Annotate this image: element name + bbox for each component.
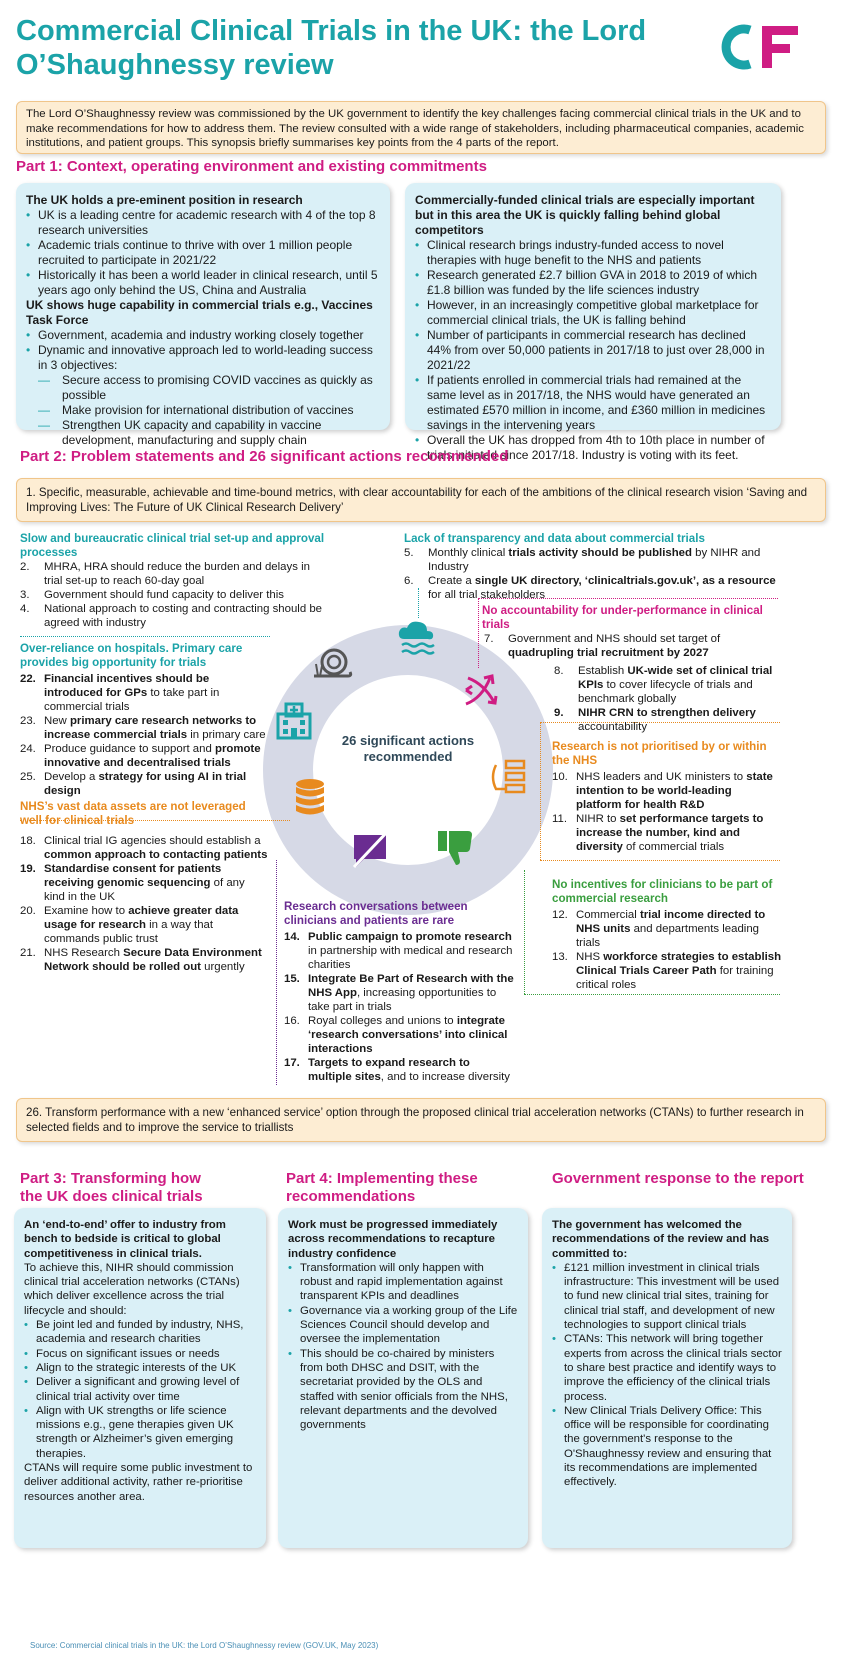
list-item: • Governance via a working group of the Life Sciences Council should develop and oversee the implementation <box>288 1304 518 1347</box>
list-item: 22. Financial incentives should be introduced for GPs to take part in commercial trials <box>20 673 220 713</box>
action1-box: 1. Specific, measurable, achievable and time-bound metrics, with clear accountability for each of the ambitions of the clinical research vision ‘Saving and Improving Lives: The Future of UK Clinical Research Delivery’ <box>16 478 826 522</box>
source-note: Source: Commercial clinical trials in the UK: the Lord O’Shaughnessy review (GOV.UK, May 2023) <box>30 1641 379 1650</box>
list-item: 6. Create a single UK directory, ‘clinicaltrials.gov.uk’, as a resource for all trial stakeholders <box>404 575 776 601</box>
part1-right-heading: Commercially-funded clinical trials are especially important but in this area the UK is quickly falling behind global competitors <box>415 193 755 237</box>
list-item: • Research generated £2.7 billion GVA in 2018 to 2019 of which £1.8 billion was funded by the life sciences industry <box>415 268 771 298</box>
connector-line <box>540 722 541 860</box>
thumbs-down-icon <box>434 825 478 869</box>
list-item: 8. Establish UK-wide set of clinical trial KPIs to cover lifecycle of trials and benchmark globally <box>554 665 773 705</box>
connector-line <box>478 598 479 668</box>
list-item: • Government, academia and industry working closely together <box>26 328 380 343</box>
response-card: The government has welcomed the recommendations of the review and has committed to: • £121 million investment in clinical trials infrastructure: This investment will be used to fund new clinical trial sites, training for clinical trial staff, and development of new technologies to support clinical trials • CTANs: This network will bring together experts from across the clinical trials sector to share best practice and identify ways to improve the efficiency of the clinical trials process. • New Clinical Trials Delivery Office: This office will be responsible for coordinating the government's response to the O'Shaughnessy review and ensuring that its recommendations are implemented effectively. <box>542 1208 792 1548</box>
list-item: • Number of participants in commercial research has declined 44% from over 50,000 patients in 2017/18 to just over 28,000 in 2021/22 <box>415 328 771 373</box>
chat-muted-icon <box>348 827 392 871</box>
list-item: 2. MHRA, HRA should reduce the burden and delays in trial set-up to reach 60-day goal <box>20 561 310 587</box>
list-item: • Historically it has been a world leader in clinical research, until 5 years ago only behind the US, China and Australia <box>26 268 380 298</box>
accountability-section: No accountability for under-performance in clinical trials 7. Government and NHS should set target of quadrupling trial recruitment by 2027 8. Establish UK-wide set of clinical trial KPIs to cover lifecycle of trials and benchmark globally 9. NIHR CRN to strengthen delivery accountability <box>482 604 782 734</box>
part1-left-card <box>16 183 390 447</box>
list-item: 16. Royal colleges and unions to integrate ‘research conversations’ into clinical interactions <box>284 1015 508 1055</box>
list-item: 20. Examine how to achieve greater data usage for research in a way that commands public trust <box>20 905 239 945</box>
flowchart-icon <box>486 755 530 799</box>
cloud-rain-icon <box>394 615 438 659</box>
conversations-section: Research conversations between clinicians and patients are rare 14. Public campaign to promote research in partnership with medical and research charities 15. Integrate Be Part of Research with the NHS App, increasing opportunities to take part in trials 16. Royal colleges and unions to integrate ‘research conversations’ into clinical interactions 17. Targets to expand research to multiple sites, and to increase diversity <box>284 900 516 1084</box>
incentives-section: No incentives for clinicians to be part of commercial research 12. Commercial trial income directed to NHS units and departments leading trials 13. NHS workforce strategies to establish Clinical Trials Career Path for training critical roles <box>552 878 784 992</box>
list-item: 9. NIHR CRN to strengthen delivery accountability <box>554 707 756 733</box>
list-item: 4. National approach to costing and contracting should be agreed with industry <box>20 603 322 629</box>
list-item: — Strengthen UK capacity and capability in vaccine development, manufacturing and supply chain <box>38 418 380 448</box>
list-item: 15. Integrate Be Part of Research with the NHS App, increasing opportunities to take part in trials <box>284 973 514 1013</box>
list-item: • Transformation will only happen with robust and rapid implementation against transparent KPIs and deadlines <box>288 1261 518 1304</box>
response-heading: Government response to the report <box>552 1170 804 1187</box>
part1-left-heading1: The UK holds a pre-eminent position in research <box>26 193 303 207</box>
list-item: — Secure access to promising COVID vaccines as quickly as possible <box>38 373 380 403</box>
list-item: • £121 million investment in clinical trials infrastructure: This investment will be used to fund new clinical trial sites, training for clinical trial staff, and development of new technologies to support clinical trials <box>552 1261 782 1332</box>
connector-line <box>524 994 780 995</box>
list-item: • Align to the strategic interests of the UK <box>24 1361 256 1375</box>
prioritised-section: Research is not prioritised by or within the NHS 10. NHS leaders and UK ministers to state intention to be world-leading platform for health R&D 11. NIHR to set performance targets to increase the number, kind and diversity of commercial trials <box>552 740 780 854</box>
list-item: • However, in an increasingly competitive global marketplace for commercial clinical trials, the UK is falling behind <box>415 298 771 328</box>
list-item: 17. Targets to expand research to multiple sites, and to increase diversity <box>284 1057 510 1083</box>
list-item: • UK is a leading centre for academic research with 4 of the top 8 research universities <box>26 208 380 238</box>
list-item: 11. NIHR to set performance targets to increase the number, kind and diversity of commercial trials <box>552 813 764 853</box>
list-item: • Focus on significant issues or needs <box>24 1347 256 1361</box>
list-item: 5. Monthly clinical trials activity should be published by NIHR and Industry <box>404 547 761 573</box>
list-item: • Overall the UK has dropped from 4th to 10th place in number of trials initiated since 2017/18. Industry is voting with its feet. <box>415 433 771 463</box>
list-item: 25. Develop a strategy for using AI in trial design <box>20 771 247 797</box>
list-item: 21. NHS Research Secure Data Environment Network should be rolled out urgently <box>20 947 262 973</box>
database-icon <box>288 775 332 819</box>
list-item: • Academic trials continue to thrive with over 1 million people recruited to participate in 2021/22 <box>26 238 380 268</box>
action26-box: 26. Transform performance with a new ‘enhanced service’ option through the proposed clinical trial acceleration networks (CTANs) to further research in selected fields and to improve the service to triallists <box>16 1098 826 1142</box>
part1-left-heading2: UK shows huge capability in commercial trials e.g., Vaccines Task Force <box>26 298 373 327</box>
page-title: Commercial Clinical Trials in the UK: the Lord O’Shaughnessy review <box>16 15 647 81</box>
list-item: 13. NHS workforce strategies to establish Clinical Trials Career Path for training critical roles <box>552 951 782 991</box>
list-item: • New Clinical Trials Delivery Office: This office will be responsible for coordinating the government's response to the O'Shaughnessy review and ensuring that its recommendations are implemented effectively. <box>552 1404 782 1490</box>
list-item: • Align with UK strengths or life science missions e.g., gene therapies given UK strength or Alzheimer’s given emerging therapies. <box>24 1404 256 1461</box>
connector-line <box>276 860 277 1085</box>
connector-line <box>20 636 270 637</box>
part3-card: An ‘end-to-end’ offer to industry from bench to bedside is critical to global competitiveness in clinical trials. To achieve this, NIHR should commission clinical trial acceleration networks (CTANs) which deliver excellence across the trial lifecycle and should: • Be joint led and funded by industry, NHS, academia and research charities • Focus on significant issues or needs • Align to the strategic interests of the UK • Deliver a significant and growing level of clinical trial activity over time • Align with UK strengths or life science missions e.g., gene therapies given UK strength or Alzheimer’s given emerging therapies. CTANs will require some public investment to deliver additional activity, rather re-prioritise resources another area. <box>14 1208 266 1548</box>
part1-heading: Part 1: Context, operating environment and existing commitments <box>16 158 487 175</box>
part4-card: Work must be progressed immediately across recommendations to recapture industry confidence • Transformation will only happen with robust and rapid implementation against transparent KPIs and deadlines • Governance via a working group of the Life Sciences Council should develop and oversee the implementation • This should be co-chaired by ministers from both DHSC and DSIT, with the secretariat provided by the OLS and staffed with senior officials from the NHS, relevant departments and the devolved governments <box>278 1208 528 1548</box>
list-item: 19. Standardise consent for patients receiving genomic sequencing of any kind in the UK <box>20 863 245 903</box>
list-item: • CTANs: This network will bring together experts from across the clinical trials sector to share best practice and identify ways to improve the efficiency of the clinical trials process. <box>552 1332 782 1403</box>
part4-heading: Part 4: Implementing these recommendations <box>286 1170 478 1205</box>
list-item: 7. Government and NHS should set target of quadrupling trial recruitment by 2027 <box>484 633 721 659</box>
list-item: 12. Commercial trial income directed to NHS units and departments leading trials <box>552 909 766 949</box>
list-item: 23. New primary care research networks to increase commercial trials in primary care <box>20 715 266 741</box>
part2-heading: Part 2: Problem statements and 26 significant actions recommended <box>20 448 509 465</box>
part1-right-card <box>405 183 781 462</box>
connector-line <box>540 860 780 861</box>
list-item: 3. Government should fund capacity to deliver this <box>20 589 284 601</box>
list-item: • Clinical research brings industry-funded access to novel therapies with huge benefit to the NHS and patients <box>415 238 771 268</box>
connector-line <box>524 870 525 994</box>
transparency-section: Lack of transparency and data about commercial trials 5. Monthly clinical trials activity should be published by NIHR and Industry 6. Create a single UK directory, ‘clinicaltrials.gov.uk’, as a resource for all trial stakeholders <box>404 532 784 602</box>
cf-logo <box>718 22 818 72</box>
data-assets-section: NHS’s vast data assets are not leveraged well for clinical trials 18. Clinical trial IG agencies should establish a common approach to contacting patients 19. Standardise consent for patients receiving genomic sequencing of any kind in the UK 20. Examine how to achieve greater data usage for research in a way that commands public trust 21. NHS Research Secure Data Environment Network should be rolled out urgently <box>20 800 268 973</box>
part3-heading: Part 3: Transforming how the UK does clinical trials <box>20 1170 203 1205</box>
list-item: • If patients enrolled in commercial trials had remained at the same level as in 2017/18, the NHS would have generated an estimated £570 million in income, and £360 million in medicines savings in the intervening years <box>415 373 771 433</box>
intro-box: The Lord O’Shaughnessy review was commissioned by the UK government to identify the key challenges facing commercial clinical trials in the UK and to make recommendations for how to address them. The review consulted with a wide range of stakeholders, including pharmaceutical companies, academic institutions, and patient groups. This synopsis briefly summarises key points from the 4 parts of the report. <box>16 101 826 154</box>
list-item: • Be joint led and funded by industry, NHS, academia and research charities <box>24 1318 256 1347</box>
list-item: 10. NHS leaders and UK ministers to state intention to be world-leading platform for health R&D <box>552 771 773 811</box>
list-item: • Deliver a significant and growing level of clinical trial activity over time <box>24 1375 256 1404</box>
list-item: • Dynamic and innovative approach led to world-leading success in 3 objectives: <box>26 343 380 373</box>
snail-icon <box>310 640 354 684</box>
list-item: 14. Public campaign to promote research in partnership with medical and research charities <box>284 931 513 971</box>
slow-section: Slow and bureaucratic clinical trial set-up and approval processes 2. MHRA, HRA should reduce the burden and delays in trial set-up to reach 60-day goal 3. Government should fund capacity to deliver this 4. National approach to costing and contracting should be agreed with industry <box>20 532 330 630</box>
list-item: — Make provision for international distribution of vaccines <box>38 403 380 418</box>
ring-label: 26 significant actions recommended <box>341 733 475 764</box>
list-item: 18. Clinical trial IG agencies should establish a common approach to contacting patients <box>20 835 268 861</box>
hospital-icon <box>272 698 316 742</box>
primary-care-section: Over-reliance on hospitals. Primary care provides big opportunity for trials 22. Financial incentives should be introduced for GPs to take part in commercial trials 23. New primary care research networks to increase commercial trials in primary care 24. Produce guidance to support and promote innovative and decentralised trials 25. Develop a strategy for using AI in trial design <box>20 642 270 798</box>
list-item: • This should be co-chaired by ministers from both DHSC and DSIT, with the secretariat provided by the OLS and staffed with senior officials from the NHS, relevant departments and the devolved governments <box>288 1347 518 1433</box>
list-item: 24. Produce guidance to support and promote innovative and decentralised trials <box>20 743 261 769</box>
